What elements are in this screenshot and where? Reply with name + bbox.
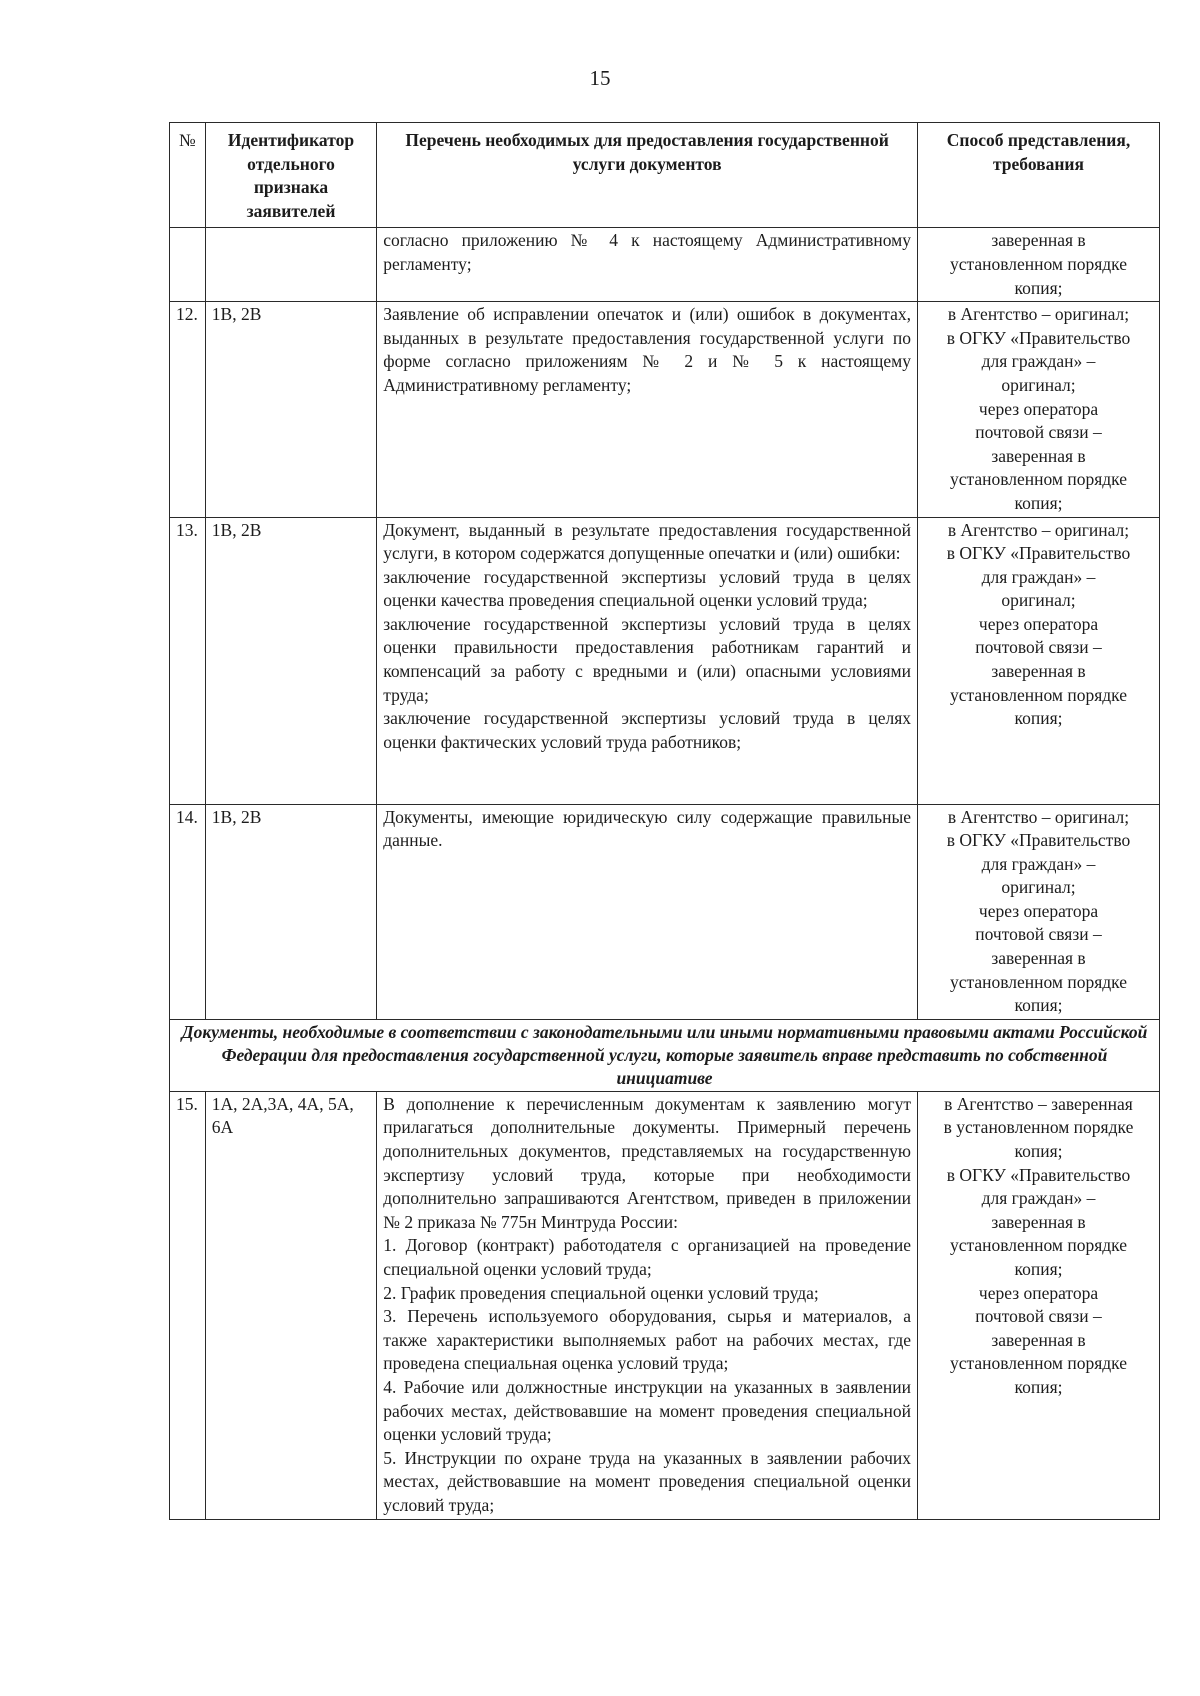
method-line: копия;	[1014, 1376, 1063, 1397]
section-heading-row	[170, 1019, 1160, 1091]
row-number: 14.	[170, 804, 206, 1019]
row-number: 12.	[170, 302, 206, 517]
method-line: в Агентство – оригинал;	[947, 304, 1130, 325]
row-method	[918, 228, 1160, 302]
method-line: копия;	[1014, 277, 1063, 298]
table-header-row	[170, 123, 1160, 228]
method-line: для граждан» –	[981, 351, 1096, 372]
table-row-15	[170, 1091, 1160, 1519]
documents-table	[169, 122, 1160, 1520]
method-line: в ОГКУ «Правительство	[946, 327, 1131, 348]
documents-paragraph: Заявление об исправлении опечаток и (или) ошибок в документах, выданных в результате предоставления государственной услуги по форме согласно приложениям № 2 и № 5 к настоящему Административному регламенту;	[383, 304, 911, 395]
row-documents	[377, 1091, 918, 1519]
method-line: через оператора	[978, 613, 1099, 634]
method-line: для граждан» –	[981, 853, 1096, 874]
header-documents: Перечень необходимых для предоставления государственной услуги документов	[377, 123, 918, 228]
documents-paragraph: 2. График проведения специальной оценки условий труда;	[383, 1282, 819, 1303]
documents-paragraph: согласно приложению № 4 к настоящему Административному регламенту;	[383, 230, 911, 274]
method-line: оригинал;	[1001, 590, 1076, 611]
method-line: почтовой связи –	[975, 422, 1102, 443]
row-method	[918, 1091, 1160, 1519]
method-line: в ОГКУ «Правительство	[946, 1164, 1131, 1185]
row-method	[918, 302, 1160, 517]
method-line: в ОГКУ «Правительство	[946, 830, 1131, 851]
method-line: копия;	[1014, 708, 1063, 729]
documents-paragraph: 3. Перечень используемого оборудования, сырья и материалов, а также характеристики выполняемых работ на рабочих местах, где проведена специальная оценка условий труда;	[383, 1306, 911, 1374]
method-line: заверенная в	[991, 1329, 1086, 1350]
row-identifier: 1В, 2В	[205, 517, 376, 804]
method-line: через оператора	[978, 1282, 1099, 1303]
row-documents	[377, 228, 918, 302]
table-row-14	[170, 804, 1160, 1019]
method-line: почтовой связи –	[975, 637, 1102, 658]
method-line: для граждан» –	[981, 1188, 1096, 1209]
method-line: установленном порядке	[949, 253, 1128, 274]
method-line: для граждан» –	[981, 566, 1096, 587]
row-identifier: 1В, 2В	[205, 302, 376, 517]
method-line: почтовой связи –	[975, 1306, 1102, 1327]
method-line: копия;	[1014, 995, 1063, 1016]
method-line: через оператора	[978, 900, 1099, 921]
method-line: оригинал;	[1001, 374, 1076, 395]
header-number: №	[170, 123, 206, 228]
method-line: заверенная в	[991, 1211, 1086, 1232]
method-line: заверенная в	[991, 445, 1086, 466]
section-heading: Документы, необходимые в соответствии с законодательными или иными нормативными правовыми актами Российской Федерации для предоставления государственной услуги, которые заявитель вправе представить по собственной инициативе	[170, 1019, 1160, 1091]
method-line: установленном порядке	[949, 684, 1128, 705]
page-number: 15	[589, 66, 611, 90]
method-line: в Агентство – заверенная	[944, 1093, 1133, 1114]
documents-paragraph: 1. Договор (контракт) работодателя с организацией на проведение специальной оценки условий труда;	[383, 1235, 911, 1279]
documents-paragraph: Документ, выданный в результате предоставления государственной услуги, в котором содержатся допущенные опечатки и (или) ошибки:	[383, 519, 911, 564]
row-documents	[377, 302, 918, 517]
header-identifier: Идентификатор отдельного признака заявителей	[205, 123, 376, 228]
method-line: установленном порядке	[949, 971, 1128, 992]
method-line: в установленном порядке	[943, 1117, 1134, 1138]
row-number: 15.	[170, 1091, 206, 1519]
row-method	[918, 804, 1160, 1019]
documents-paragraph: заключение государственной экспертизы условий труда в целях оценки фактических условий труда работников;	[383, 708, 911, 752]
documents-paragraph: Документы, имеющие юридическую силу содержащие правильные данные.	[383, 806, 911, 851]
table-row-12	[170, 302, 1160, 517]
row-method	[918, 517, 1160, 804]
method-line: копия;	[1014, 492, 1063, 513]
row-documents	[377, 517, 918, 804]
method-line: заверенная в	[991, 661, 1086, 682]
method-line: в ОГКУ «Правительство	[946, 543, 1131, 564]
documents-paragraph: 4. Рабочие или должностные инструкции на указанных в заявлении рабочих местах, действовавшие на момент проведения специальной оценки условий труда;	[383, 1376, 911, 1445]
method-line: через оператора	[978, 398, 1099, 419]
header-method: Способ представления, требования	[918, 123, 1160, 228]
method-line: копия;	[1014, 1259, 1063, 1279]
row-number	[170, 228, 206, 302]
row-identifier	[205, 228, 376, 302]
row-number: 13.	[170, 517, 206, 804]
row-identifier: 1А, 2А,3А, 4А, 5А, 6А	[205, 1091, 376, 1519]
method-line: почтовой связи –	[975, 924, 1102, 945]
table-row-continuation	[170, 228, 1160, 302]
method-line: в Агентство – оригинал;	[947, 519, 1130, 540]
documents-paragraph: заключение государственной экспертизы условий труда в целях оценки правильности предоставления работникам гарантий и компенсаций за работу с вредными и (или) опасными условиями труда;	[383, 613, 911, 705]
method-line: установленном порядке	[949, 1235, 1128, 1256]
documents-paragraph: В дополнение к перечисленным документам к заявлению могут прилагаться дополнительные документы. Примерный перечень дополнительных документов, представляемых на государственную экспертизу условий труда, которые при необходимости дополнительно запрашиваются Агентством, приведен в приложении № 2 приказа № 775н Минтруда России:	[383, 1093, 911, 1232]
method-line: в Агентство – оригинал;	[947, 806, 1130, 827]
method-line: установленном порядке	[949, 1353, 1128, 1374]
method-line: копия;	[1014, 1141, 1063, 1162]
table-row-13	[170, 517, 1160, 804]
row-identifier: 1В, 2В	[205, 804, 376, 1019]
method-line: оригинал;	[1001, 877, 1076, 898]
method-line: заверенная в	[991, 948, 1086, 969]
documents-paragraph: заключение государственной экспертизы условий труда в целях оценки качества проведения специальной оценки условий труда;	[383, 566, 911, 611]
method-line: установленном порядке	[949, 469, 1128, 490]
documents-paragraph: 5. Инструкции по охране труда на указанных в заявлении рабочих местах, действовавшие на момент проведения специальной оценки условий труда;	[383, 1447, 911, 1515]
row-documents	[377, 804, 918, 1019]
method-line: заверенная в	[991, 230, 1086, 251]
